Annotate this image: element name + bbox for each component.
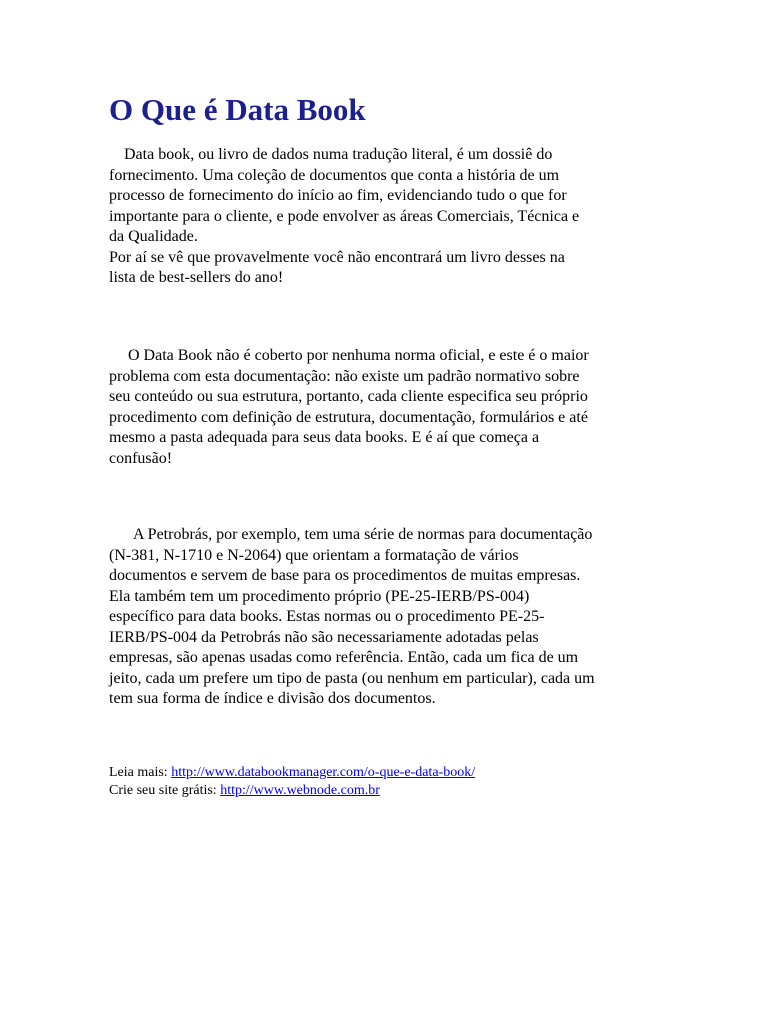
paragraph-line: IERB/PS-004 da Petrobrás não são necessariamente adotadas pelas [109,628,539,646]
paragraph-line: mesmo a pasta adequada para seus data books. E é aí que começa a [109,429,540,446]
paragraph-line: A Petrobrás, por exemplo, tem uma série de normas para documentação [133,526,593,543]
paragraph-line: específico para data books. Estas normas ou o procedimento PE-25- [109,608,545,625]
paragraph-line: fornecimento. Uma coleção de documentos que conta a história de um [109,166,560,184]
paragraph-line: da Qualidade. [109,228,198,245]
paragraph-line: Por aí se vê que provavelmente você não encontrará um livro desses na [109,248,565,266]
create-site-label: Crie seu site grátis: [109,783,217,798]
paragraph-line: Ela também tem um procedimento próprio (PE-25-IERB/PS-004) [109,587,530,605]
paragraph-line: seu conteúdo ou sua estrutura, portanto, cada cliente especifica seu próprio [109,388,588,405]
paragraph-line: jeito, cada um prefere um tipo de pasta (ou nenhum em particular), cada um [109,669,595,687]
paragraph-line: Data book, ou livro de dados numa tradução literal, é um dossiê do [124,146,553,163]
paragraph-line: O Data Book não é coberto por nenhuma norma oficial, e este é o maior [128,347,589,364]
read-more-line [109,764,475,782]
paragraph-line: lista de best-sellers do ano! [109,269,284,286]
paragraph-line: empresas, são apenas usadas como referência. Então, cada um fica de um [109,649,579,666]
paragraph-line: procedimento com definição de estrutura, documentação, formulários e até [109,408,588,426]
read-more-label: Leia mais: [109,765,168,780]
paragraph-line: importante para o cliente, e pode envolver as áreas Comerciais, Técnica e [109,207,580,225]
paragraph-line: problema com esta documentação: não existe um padrão normativo sobre [109,367,580,385]
create-site-line [109,782,475,800]
paragraph-line: tem sua forma de índice e divisão dos documentos. [109,690,436,707]
paragraph-line: confusão! [109,449,173,467]
paragraph-3 [109,525,595,710]
paragraph-1 [109,145,579,289]
paragraph-line: processo de fornecimento do início ao fim, evidenciando tudo o que for [109,187,567,204]
paragraph-2 [109,346,589,469]
read-more-link[interactable]: http://www.databookmanager.com/o-que-e-data-book/ [171,765,476,780]
footer [109,764,475,800]
paragraph-line: documentos e servem de base para os procedimentos de muitas empresas. [109,567,581,584]
create-site-link[interactable]: http://www.webnode.com.br [220,783,380,798]
paragraph-line: (N-381, N-1710 e N-2064) que orientam a formatação de vários [109,546,519,564]
page-title: O Que é Data Book [109,92,366,127]
